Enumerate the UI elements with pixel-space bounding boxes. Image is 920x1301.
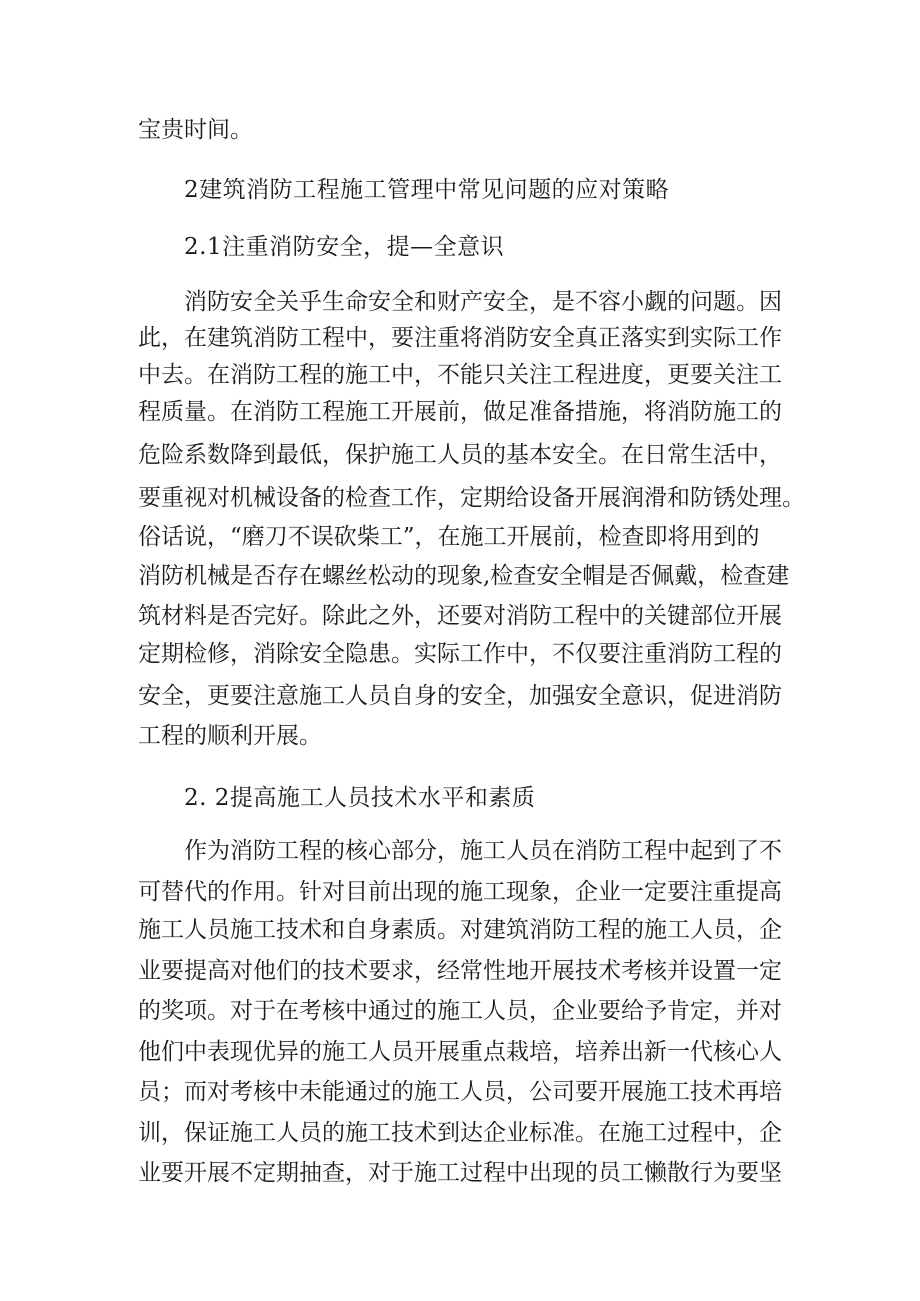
paragraph-line: 工程的顺利开展。 — [138, 723, 322, 749]
paragraph-line: 安全，更要注意施工人员自身的安全，加强安全意识，促进消防 — [138, 683, 782, 709]
subsection-heading: 2.1注重消防安全，提—全意识 — [184, 234, 505, 260]
paragraph-line: 定期检修，消除安全隐患。实际工作中，不仅要注重消防工程的 — [138, 641, 782, 667]
paragraph-line: 可替代的作用。针对目前出现的施工现象，企业一定要注重提高 — [138, 879, 782, 905]
paragraph-line: 他们中表现优异的施工人员开展重点栽培，培养出新一代核心人 — [138, 1039, 782, 1065]
paragraph-line: 中去。在消防工程的施工中，不能只关注工程进度，更要关注工 — [138, 362, 782, 388]
paragraph-line: 危险系数降到最低，保护施工人员的基本安全。在日常生活中， — [138, 442, 782, 468]
subsection-heading: 2. 2提高施工人员技术水平和素质 — [184, 785, 536, 811]
paragraph-line: 施工人员施工技术和自身素质。对建筑消防工程的施工人员，企 — [138, 917, 782, 943]
paragraph-line: 消防安全关乎生命安全和财产安全，是不容小觑的问题。因 — [184, 289, 782, 315]
paragraph-line: 程质量。在消防工程施工开展前，做足准备措施，将消防施工的 — [138, 399, 782, 425]
carry-over-line: 宝贵时间。 — [138, 117, 253, 143]
paragraph-line: 训，保证施工人员的施工技术到达企业标准。在施工过程中，企 — [138, 1120, 782, 1146]
paragraph-line: 作为消防工程的核心部分，施工人员在消防工程中起到了不 — [184, 838, 782, 864]
paragraph-line: 业要提高对他们的技术要求，经常性地开展技术考核并设置一定 — [138, 958, 782, 984]
paragraph-line: 筑材料是否完好。除此之外，还要对消防工程中的关键部位开展 — [138, 603, 782, 629]
paragraph-line: 要重视对机械设备的检查工作，定期给设备开展润滑和防锈处理。 — [138, 485, 805, 511]
paragraph-line: 业要开展不定期抽查，对于施工过程中出现的员工懒散行为要坚 — [138, 1160, 782, 1186]
paragraph-line: 消防机械是否存在螺丝松动的现象,检查安全帽是否佩戴，检查建 — [138, 563, 790, 589]
paragraph-line: 俗话说，“磨刀不误砍柴工”，在施工开展前，检查即将用到的 — [138, 524, 760, 550]
paragraph-line: 的奖项。对于在考核中通过的施工人员，企业要给予肯定，并对 — [138, 998, 782, 1024]
paragraph-line: 此，在建筑消防工程中，要注重将消防安全真正落实到实际工作 — [138, 325, 782, 351]
section-heading: 2建筑消防工程施工管理中常见问题的应对策略 — [184, 177, 670, 203]
paragraph-line: 员；而对考核中未能通过的施工人员，公司要开展施工技术再培 — [138, 1079, 782, 1105]
